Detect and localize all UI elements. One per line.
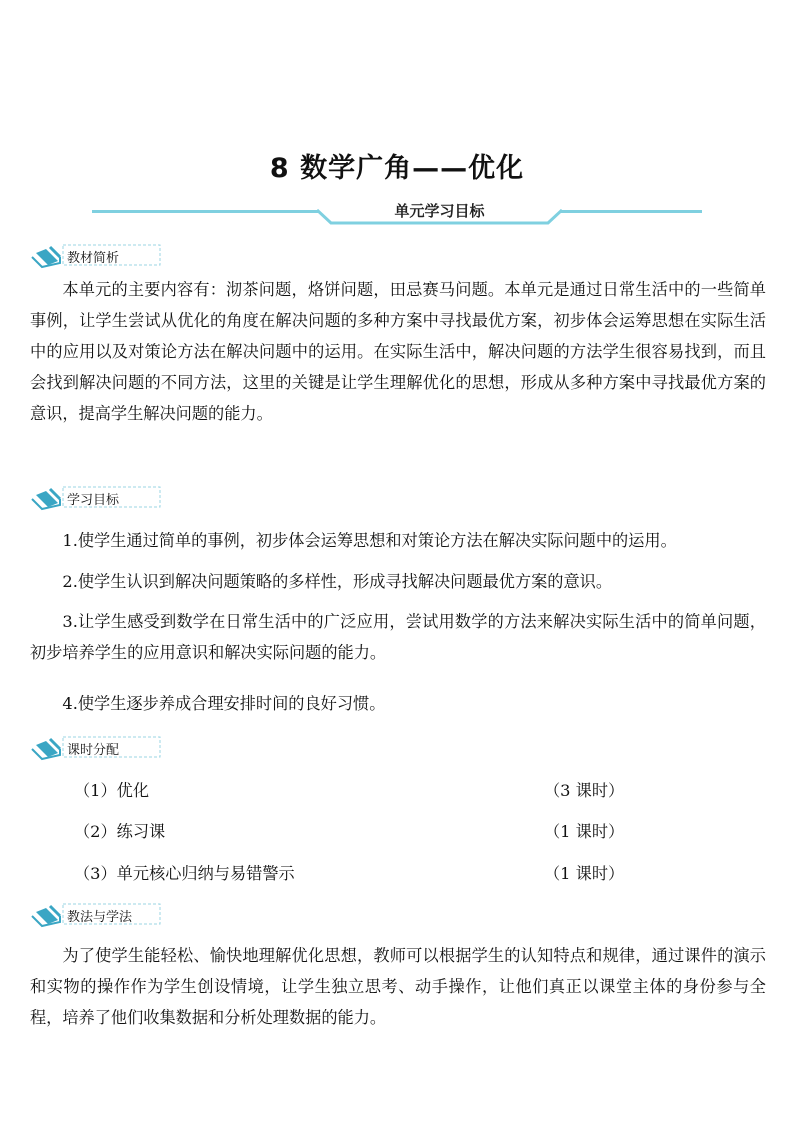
goal-item-1: 1.使学生通过简单的事例，初步体会运筹思想和对策论方法在解决实际问题中的运用。 <box>62 531 677 550</box>
schedule-name: （3）单元核心归纳与易错警示 <box>74 864 295 883</box>
schedule-row <box>74 777 754 803</box>
schedule-hours: （3 课时） <box>544 781 625 800</box>
banner-tab <box>317 199 562 223</box>
section-header-goals <box>30 485 170 511</box>
textbook-analysis-text: 本单元的主要内容有：沏茶问题，烙饼问题，田忌赛马问题。本单元是通过日常生活中的一些简单事例，让学生尝试从优化的角度在解决问题的多种方案中寻找最优方案，初步体会运筹思想在实际生活中的应用以及对策论方法在解决问题中的运用。在实际生活中，解决问题的方法学生很容易找到，而且会找到解决问题的不同方法，这里的关键是让学生理解优化的思想，形成从多种方案中寻找最优方案的意识，提高学生解决问题的能力。 <box>30 280 766 423</box>
unit-goal-banner <box>92 199 702 229</box>
section-label: 课时分配 <box>67 743 120 758</box>
section-header-schedule <box>30 735 170 761</box>
schedule-hours: （1 课时） <box>544 822 625 841</box>
schedule-name: （2）练习课 <box>74 822 166 841</box>
section-label: 教法与学法 <box>67 910 133 925</box>
section-header-textbook <box>30 243 170 269</box>
goal-item-2: 2.使学生认识到解决问题策略的多样性，形成寻找解决问题最优方案的意识。 <box>62 572 613 591</box>
page-title: 8 数学广角——优化 <box>269 153 525 184</box>
section-label: 教材简析 <box>67 251 120 266</box>
schedule-row <box>74 818 754 844</box>
banner-label: 单元学习目标 <box>394 202 485 220</box>
goal-item-3: 3.让学生感受到数学在日常生活中的广泛应用，尝试用数学的方法来解决实际生活中的简单问题，初步培养学生的应用意识和解决实际问题的能力。 <box>30 612 766 662</box>
schedule-hours: （1 课时） <box>544 864 625 883</box>
section-header-methods <box>30 902 170 928</box>
schedule-row <box>74 860 754 886</box>
section-label: 学习目标 <box>67 493 120 508</box>
goal-item-4: 4.使学生逐步养成合理安排时间的良好习惯。 <box>62 694 386 713</box>
methods-text: 为了使学生能轻松、愉快地理解优化思想，教师可以根据学生的认知特点和规律，通过课件的演示和实物的操作作为学生创设情境，让学生独立思考、动手操作，让他们真正以课堂主体的身份参与全程，培养了他们收集数据和分析处理数据的能力。 <box>30 946 766 1027</box>
schedule-name: （1）优化 <box>74 781 150 800</box>
